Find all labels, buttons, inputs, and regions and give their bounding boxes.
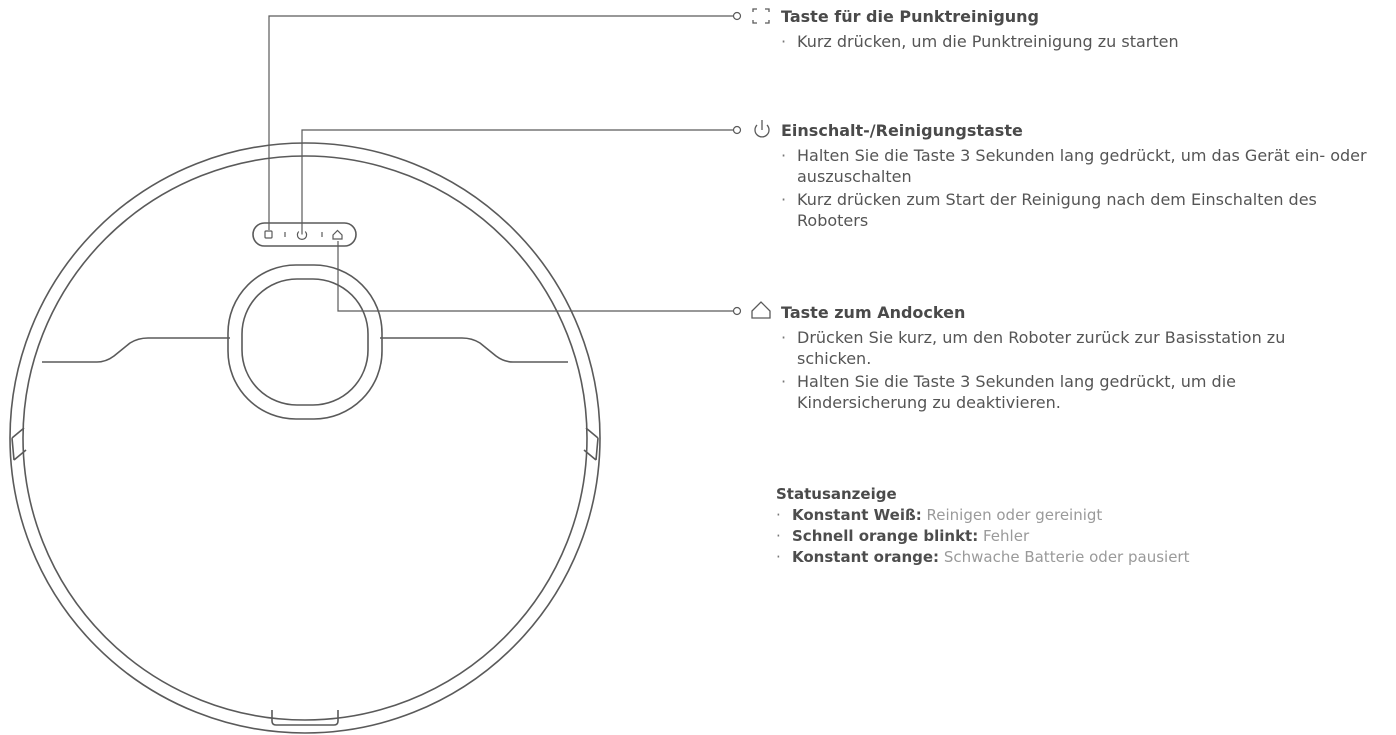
spot-clean-button[interactable]: [265, 231, 272, 238]
status-title: Statusanzeige: [776, 485, 897, 503]
bullet-text: Kurz drücken, um die Punktreinigung zu starten: [797, 32, 1179, 51]
lidar-turret-inner: [242, 279, 368, 405]
bullet-dot: ·: [781, 32, 787, 51]
home-icon: [752, 302, 770, 318]
status-label: Schnell orange blinkt:: [792, 527, 979, 545]
leader-line-spot: [269, 16, 733, 230]
bullet-dot: ·: [781, 190, 787, 209]
robot-outer-rim: [10, 143, 600, 733]
status-label: Konstant orange:: [792, 548, 940, 566]
bottom-tab: [272, 710, 338, 725]
dock-button[interactable]: [333, 231, 342, 240]
leader-end-power: [734, 127, 741, 134]
robot-inner-rim: [23, 156, 587, 720]
status-value: Reinigen oder gereinigt: [926, 506, 1103, 524]
bullet-dot: ·: [781, 372, 787, 391]
bullet-dot: ·: [781, 146, 787, 165]
feature-title: Einschalt-/Reinigungstaste: [781, 121, 1023, 140]
feature-title: Taste zum Andocken: [781, 303, 966, 322]
power-icon: [755, 120, 769, 137]
home-icon: [333, 231, 342, 240]
status-value: Schwache Batterie oder pausiert: [943, 548, 1190, 566]
leader-end-spot: [734, 13, 741, 20]
bullet-dot: ·: [776, 506, 781, 524]
bullet-text: Kurz drücken zum Start der Reinigung nach dem Einschalten des Roboters: [797, 190, 1317, 230]
bullet-dot: ·: [781, 328, 787, 347]
bullet-text: Halten Sie die Taste 3 Sekunden lang gedrückt, um die Kindersicherung zu deaktivieren.: [797, 372, 1236, 412]
spot-clean-icon: [753, 9, 769, 23]
status-label: Konstant Weiß:: [792, 506, 922, 524]
feature-title: Taste für die Punktreinigung: [781, 7, 1039, 26]
bullet-text: Halten Sie die Taste 3 Sekunden lang gedrückt, um das Gerät ein- oder auszuschalten: [797, 146, 1367, 186]
lidar-turret-outer: [228, 265, 382, 419]
bullet-text: Drücken Sie kurz, um den Roboter zurück zur Basisstation zu schicken.: [797, 328, 1286, 368]
cover-split-line: [42, 338, 568, 362]
leader-end-dock: [734, 308, 741, 315]
bullet-dot: ·: [776, 527, 781, 545]
power-button[interactable]: [297, 229, 306, 239]
leader-line-power: [302, 130, 733, 229]
spot-clean-icon: [265, 231, 272, 238]
bullet-dot: ·: [776, 548, 781, 566]
status-value: Fehler: [983, 527, 1030, 545]
